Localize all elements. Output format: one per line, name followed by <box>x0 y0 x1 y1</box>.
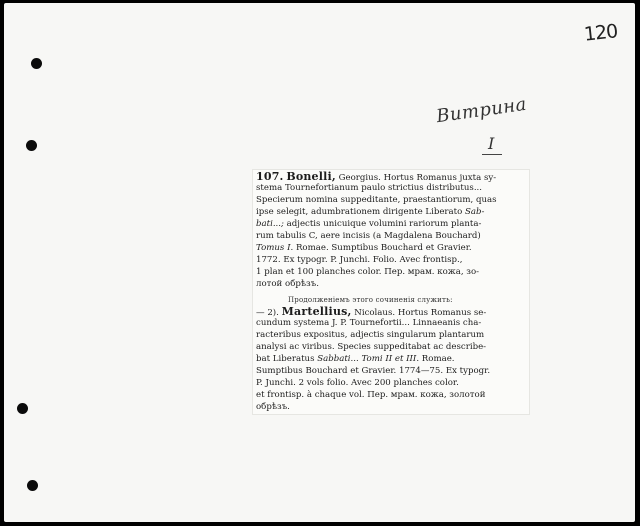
entry2-line2: cundum systema J. P. Tournefortii... Linnaeanis cha- <box>256 318 482 328</box>
entry2-line1: — 2). Martellius, Nicolaus. Hortus Romanus se- <box>256 305 487 318</box>
entry1-line1: 107. Bonelli, Georgius. Hortus Romanus juxta sy- <box>256 170 497 183</box>
entry2-line9: обрѣзъ. <box>256 402 290 412</box>
binder-hole <box>26 140 37 151</box>
entry1-line6: rum tabulis C, aere incisis (a Magdalena Bouchard) <box>256 231 481 241</box>
entry1-line3: Specierum nomina suppeditante, praestantiorum, quas <box>256 195 497 205</box>
entry2-line6: Sumptibus Bouchard et Gravier. 1774—75. Ex typogr. <box>256 366 491 376</box>
entry1-line10: лотой обрѣзъ. <box>256 279 319 289</box>
entry2-line8: et frontisp. à chaque vol. Пер. мрам. кожа, золотой <box>256 390 486 400</box>
entry2-line3: racteribus expositus, adjectis singularum plantarum <box>256 330 485 340</box>
entry1-line2: stema Tournefortianum paulo strictius distributus... <box>256 183 483 193</box>
entry2-line4: analysi ac viribus. Species suppeditabat ac describe- <box>256 342 487 352</box>
binder-hole <box>27 480 38 491</box>
continuation-note: Продолженіемъ этого сочиненія служить: <box>288 296 453 304</box>
entry1-line7: Tomus I. Romae. Sumptibus Bouchard et Gravier. <box>256 243 472 253</box>
entry1-line4: ipse selegit, adumbrationem dirigente Liberato Sab- <box>256 207 485 217</box>
handwritten-label: Витрина <box>434 93 529 128</box>
handwritten-label-sub: I <box>488 134 495 153</box>
binder-hole <box>17 403 28 414</box>
entry2-line7: P. Junchi. 2 vols folio. Avec 200 planches color. <box>256 378 459 388</box>
entry1-line8: 1772. Ex typogr. P. Junchi. Folio. Avec frontisp., <box>256 255 463 265</box>
entry-author: Martellius, <box>281 305 352 318</box>
handwritten-page-number: 120 <box>582 20 619 46</box>
entry2-line5: bat Liberatus Sabbati... Tomi II et III. Romae. <box>256 354 455 364</box>
entry1-line9: 1 plan et 100 planches color. Пер. мрам. кожа, зо- <box>256 267 480 277</box>
entry-author: Bonelli, <box>286 170 336 183</box>
binder-hole <box>31 58 42 69</box>
entry-number: 107. <box>256 170 284 183</box>
entry1-line5: bati...; adjectis unicuique volumini rariorum planta- <box>256 219 482 229</box>
handwritten-underline <box>482 154 502 155</box>
